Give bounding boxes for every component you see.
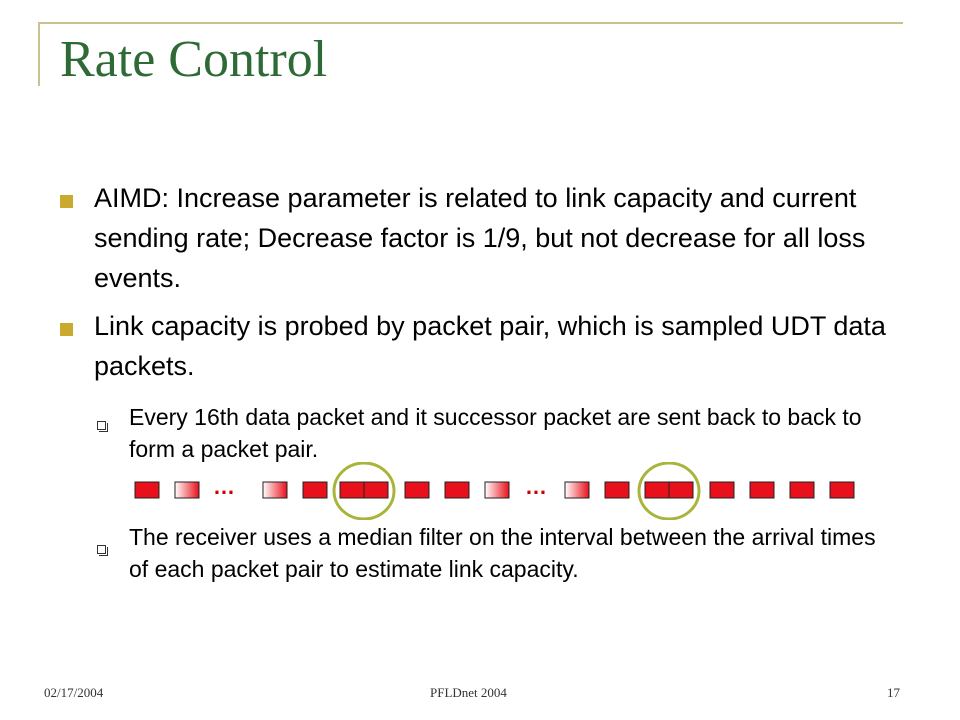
packet — [135, 482, 159, 498]
sub-bullet-marker — [97, 421, 106, 430]
packet-faded — [565, 482, 589, 498]
ellipsis-mark: … — [213, 474, 235, 499]
packet-pair-diagram — [130, 462, 860, 520]
packet-faded — [175, 482, 199, 498]
frame-left-border — [38, 22, 40, 86]
slide-title: Rate Control — [60, 31, 328, 88]
packet-pair-first — [340, 482, 364, 498]
packet — [830, 482, 854, 498]
packet-faded — [263, 482, 287, 498]
sub-bullet-marker — [97, 545, 106, 554]
packet — [445, 482, 469, 498]
packet — [405, 482, 429, 498]
bullet-link-capacity: Link capacity is probed by packet pair, which is sampled UDT data packets. — [94, 311, 886, 381]
packet — [605, 482, 629, 498]
packet — [750, 482, 774, 498]
bullet-marker — [60, 323, 73, 336]
frame-top-border — [38, 22, 903, 24]
packet-faded — [485, 482, 509, 498]
bullet-marker — [60, 195, 73, 208]
packet — [710, 482, 734, 498]
sub-bullet-median-filter: The receiver uses a median filter on the interval between the arrival times of each packet pair to estimate link capacity. — [129, 524, 876, 582]
packet — [303, 482, 327, 498]
footer-date: 02/17/2004 — [44, 685, 104, 700]
packet-pair-second — [364, 482, 388, 498]
bullet-aimd: AIMD: Increase parameter is related to link capacity and current sending rate; Decrease factor is 1/9, but not decrease for all loss events. — [94, 183, 866, 293]
ellipsis-mark: … — [525, 474, 547, 499]
sub-bullet-packet-pair: Every 16th data packet and it successor packet are sent back to back to form a packet pair. — [129, 404, 862, 462]
packet-pair-second — [669, 482, 693, 498]
footer-title: PFLDnet 2004 — [430, 685, 507, 700]
footer-page-number: 17 — [887, 685, 900, 700]
packet — [790, 482, 814, 498]
packet-pair-first — [645, 482, 669, 498]
